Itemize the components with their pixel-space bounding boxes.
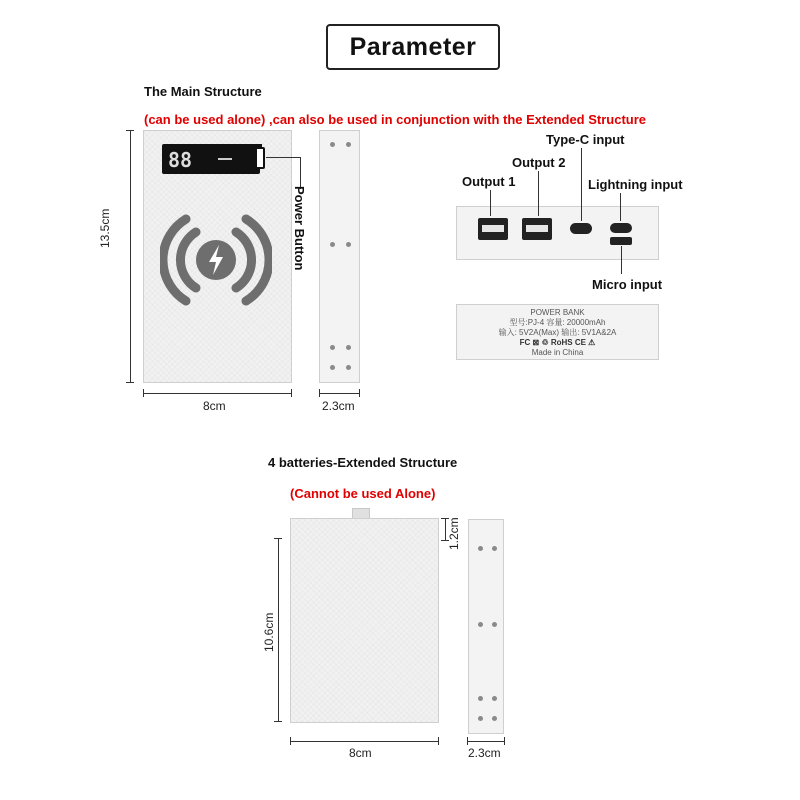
pointer-output2 [538,171,539,216]
main-height-label: 13.5cm [98,208,112,248]
typec-port [570,223,592,234]
screw [492,546,497,551]
battery-icon [255,147,265,169]
screw [346,242,351,247]
main-note: (can be used alone) ,can also be used in conjunction with the Extended Structure [144,112,647,127]
pointer-output1 [490,190,491,216]
pointer-typec [581,148,582,221]
dim-width-line [143,393,292,394]
usb-output-2-port [522,218,552,240]
screw [478,716,483,721]
dim-depth-line [467,741,505,742]
main-heading: The Main Structure [144,84,262,99]
screw [330,242,335,247]
label-plate-line4: FC ⊠ ♲ RoHS CE ⚠ [519,338,596,347]
screw [330,365,335,370]
label-plate-line2: 型号:PJ-4 容量: 20000mAh [509,318,606,327]
dim-tick [274,721,282,722]
dim-tick [359,389,360,397]
extended-front-panel [290,518,439,723]
display-digits: 88 [168,148,193,172]
screw [478,622,483,627]
lcd-display [162,144,260,174]
battery-cap [258,144,262,147]
extended-note: (Cannot be used Alone) [290,486,436,501]
label-plate-line1: POWER BANK [530,308,585,317]
main-side-panel [319,130,360,383]
display-indicator [218,158,232,160]
dim-tick [319,389,320,397]
pointer-micro [621,246,622,274]
dim-tick [504,737,505,745]
micro-usb-port [610,237,632,245]
extended-top-label: 1.2cm [447,517,461,550]
label-plate-line3: 输入: 5V2A(Max) 输出: 5V1A&2A [498,328,617,337]
dim-tick [290,737,291,745]
power-button-label: Power Button [292,186,307,271]
lightning-port [610,223,632,233]
dim-tick [438,737,439,745]
screw [492,696,497,701]
dim-tick [126,382,134,383]
dim-tick [467,737,468,745]
extended-heading: 4 batteries-Extended Structure [268,455,458,470]
screw [492,716,497,721]
extended-height-label: 10.6cm [262,612,276,652]
label-lightning: Lightning input [588,177,683,192]
label-plate-line5: Made in China [531,348,584,357]
dim-tick [274,538,282,539]
label-typec: Type-C input [546,132,625,147]
power-pointer-line [266,157,300,158]
dim-width-line [290,741,439,742]
extended-width-label: 8cm [349,746,372,760]
screw [346,345,351,350]
main-width-label: 8cm [203,399,226,413]
dim-tick [291,389,292,397]
page-title: Parameter [349,32,477,61]
screw [330,142,335,147]
screw [346,365,351,370]
label-output1: Output 1 [462,174,516,189]
dim-height-line [130,130,131,383]
screw [346,142,351,147]
screw [492,622,497,627]
screw [330,345,335,350]
label-plate [456,304,659,360]
screw [478,546,483,551]
pointer-lightning [620,193,621,221]
label-output2: Output 2 [512,155,566,170]
extended-side-panel [468,519,504,734]
screw [478,696,483,701]
label-micro: Micro input [592,277,663,292]
extended-depth-label: 2.3cm [468,746,501,760]
dim-height-line [278,538,279,722]
dim-tick [143,389,144,397]
title-box [326,24,500,70]
usb-output-1-port [478,218,508,240]
main-depth-label: 2.3cm [322,399,355,413]
dim-depth-line [319,393,360,394]
dim-tick [126,130,134,131]
wireless-charging-icon [160,210,272,310]
power-pointer-drop [300,157,301,189]
dim-top-line [445,518,446,541]
